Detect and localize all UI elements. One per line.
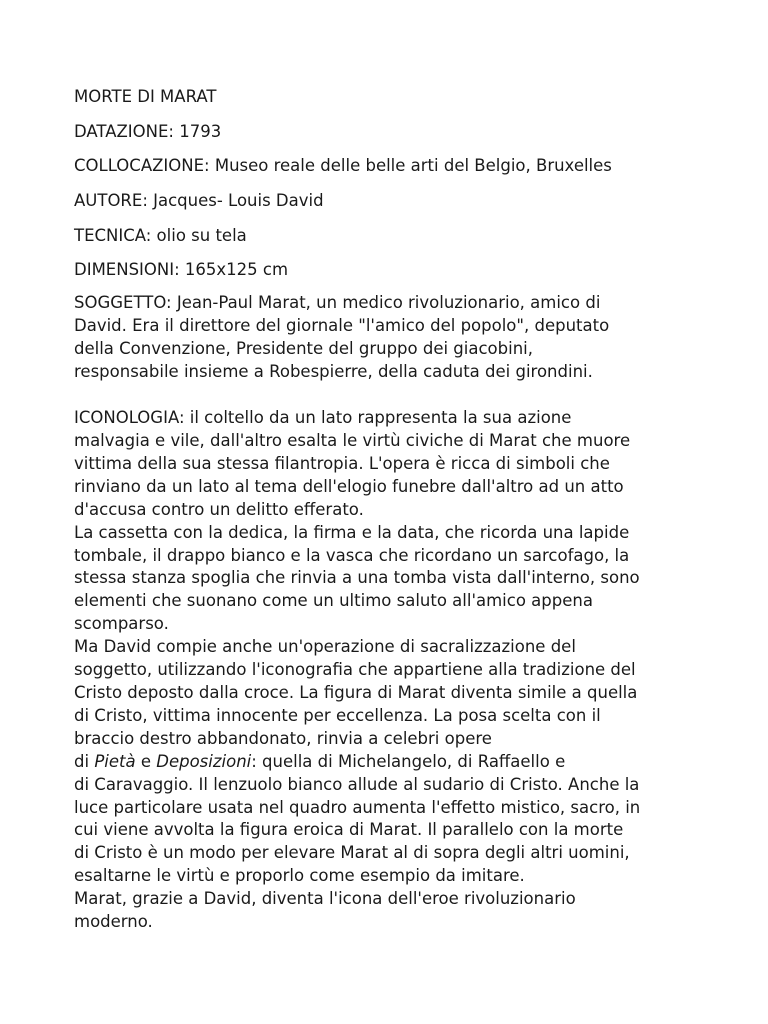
mixed-mid: e — [135, 751, 157, 771]
subject-paragraph — [74, 291, 714, 383]
mixed-prefix: di — [74, 751, 95, 771]
document-title: MORTE DI MARAT — [74, 87, 217, 106]
iconology-line: Marat, grazie a David, diventa l'icona dell'eroe rivoluzionario — [74, 889, 576, 909]
pieta-term: Pietà — [94, 751, 136, 771]
iconology-line: ICONOLOGIA: il coltello da un lato rappresenta la sua azione — [74, 408, 572, 428]
iconology-line: Cristo deposto dalla croce. La figura di Marat diventa simile a quella — [74, 683, 638, 702]
iconology-mixed-line — [74, 751, 714, 774]
subject-line: della Convenzione, Presidente del gruppo dei giacobini, — [74, 339, 533, 359]
iconology-line: cui viene avvolta la figura eroica di Marat. Il parallelo con la morte — [74, 820, 624, 840]
document-page — [74, 85, 714, 949]
iconology-line: rinviano da un lato al tema dell'elogio funebre dall'altro ad un atto — [74, 476, 624, 496]
location-field: COLLOCAZIONE: Museo reale delle belle arti del Belgio, Bruxelles — [74, 156, 612, 176]
subject-line: SOGGETTO: Jean-Paul Marat, un medico rivoluzionario, amico di — [74, 293, 601, 313]
iconology-line: moderno. — [74, 912, 153, 932]
iconology-line: di Cristo, vittima innocente per eccellenza. La posa scelta con il — [74, 705, 601, 725]
iconology-line: luce particolare usata nel quadro aumenta l'effetto mistico, sacro, in — [74, 797, 641, 817]
iconology-line: La cassetta con la dedica, la firma e la data, che ricorda una lapide — [74, 522, 630, 542]
dating-field: DATAZIONE: 1793 — [74, 121, 222, 141]
technique-field: TECNICA: olio su tela — [74, 225, 247, 245]
iconology-line: stessa stanza spoglia che rinvia a una tomba vista dall'interno, sono — [74, 568, 640, 588]
dimensions-field: DIMENSIONI: 165x125 cm — [74, 260, 289, 280]
iconology-line: malvagia e vile, dall'altro esalta le virtù civiche di Marat che muore — [74, 431, 631, 451]
iconology-line: soggetto, utilizzando l'iconografia che appartiene alla tradizione del — [74, 660, 636, 680]
author-field: AUTORE: Jacques- Louis David — [74, 191, 324, 211]
iconology-line: scomparso. — [74, 614, 169, 634]
iconology-line: tombale, il drappo bianco e la vasca che ricordano un sarcofago, la — [74, 545, 630, 565]
iconology-line: d'accusa contro un delitto efferato. — [74, 499, 364, 519]
iconology-line: di Cristo è un modo per elevare Marat al di sopra degli altri uomini, — [74, 843, 630, 863]
iconology-line: esaltarne le virtù e proporlo come esempio da imitare. — [74, 866, 525, 886]
mixed-suffix: : quella di Michelangelo, di Raffaello e — [251, 751, 566, 771]
subject-line: David. Era il direttore del giornale "l'amico del popolo", deputato — [74, 316, 610, 336]
iconology-paragraph — [74, 407, 714, 934]
iconology-line: vittima della sua stessa filantropia. L'opera è ricca di simboli che — [74, 453, 610, 473]
iconology-line: di Caravaggio. Il lenzuolo bianco allude al sudario di Cristo. Anche la — [74, 774, 640, 794]
iconology-line: braccio destro abbandonato, rinvia a celebri opere — [74, 728, 492, 748]
iconology-line: Ma David compie anche un'operazione di sacralizzazione del — [74, 637, 576, 657]
subject-line: responsabile insieme a Robespierre, della caduta dei girondini. — [74, 362, 593, 382]
deposizioni-term: Deposizioni — [156, 751, 252, 771]
iconology-line: elementi che suonano come un ultimo saluto all'amico appena — [74, 591, 593, 611]
